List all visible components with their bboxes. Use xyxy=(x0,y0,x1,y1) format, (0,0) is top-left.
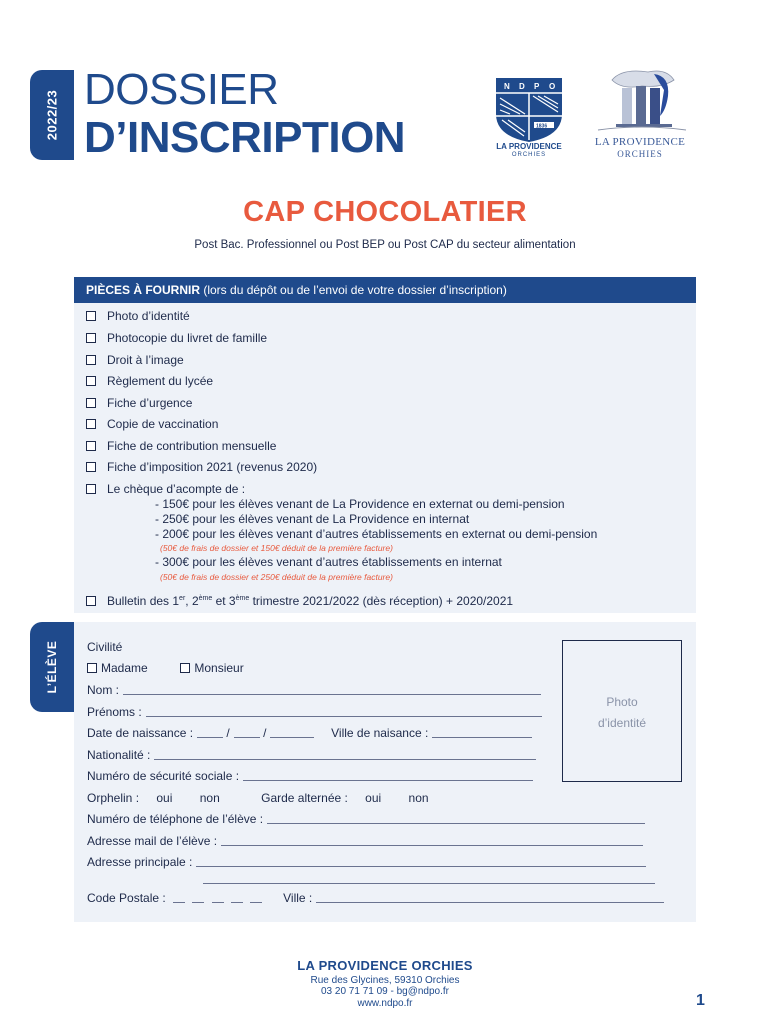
nom-row xyxy=(87,683,541,698)
adresse-label: Adresse principale : xyxy=(87,855,193,869)
cp-digit-1[interactable] xyxy=(173,892,185,903)
adresse-row-2 xyxy=(203,872,655,887)
email-row xyxy=(87,834,643,849)
checklist-item xyxy=(86,396,192,411)
checklist-item-bulletin xyxy=(86,591,513,609)
eleve-tab xyxy=(30,622,74,712)
eleve-tab-label: L’ÉLÈVE xyxy=(45,640,59,694)
monsieur-checkbox[interactable] xyxy=(180,663,190,673)
cheque-line: - 300€ pour les élèves venant d’autres établissements en internat xyxy=(155,555,502,569)
cp-digit-3[interactable] xyxy=(212,892,224,903)
title-line-1: DOSSIER xyxy=(84,65,279,114)
cheque-note: (50€ de frais de dossier et 150€ déduit de la première facture) xyxy=(160,543,393,553)
checklist-item xyxy=(86,353,184,368)
prenoms-row xyxy=(87,705,542,720)
garde-label: Garde alternée : xyxy=(261,791,348,805)
bulletin-part3: et 3 xyxy=(212,594,236,608)
photo-label-1: Photo xyxy=(606,695,638,709)
checkbox[interactable] xyxy=(86,355,96,365)
checklist-label: Photo d’identité xyxy=(107,309,190,323)
telephone-field[interactable] xyxy=(267,813,645,824)
cheque-line: - 250€ pour les élèves venant de La Providence en internat xyxy=(155,512,470,526)
civilite-label: Civilité xyxy=(87,640,123,654)
pieces-header xyxy=(74,277,696,303)
civilite-options xyxy=(87,661,244,676)
nom-label: Nom : xyxy=(87,683,120,697)
checklist-label: Fiche d’imposition 2021 (revenus 2020) xyxy=(107,460,318,474)
ndpo-letter-p: P xyxy=(534,82,540,91)
cheque-line: - 200€ pour les élèves venant d’autres établissements en externat ou demi-pension xyxy=(155,527,598,541)
providence-caption-2: ORCHIES xyxy=(617,149,663,159)
cheque-line: - 150€ pour les élèves venant de La Providence en externat ou demi-pension xyxy=(155,497,565,511)
checkbox[interactable] xyxy=(86,333,96,343)
checklist-item xyxy=(86,309,190,324)
checklist-item xyxy=(86,331,267,346)
garde-non[interactable]: non xyxy=(408,791,429,805)
checklist-item xyxy=(86,417,218,432)
pieces-header-bold: PIÈCES À FOURNIR xyxy=(86,283,201,297)
monsieur-label: Monsieur xyxy=(194,661,244,675)
secu-row xyxy=(87,769,533,784)
bulletin-sup1: er xyxy=(179,595,186,602)
providence-building-logo xyxy=(592,66,692,136)
code-postal-label: Code Postale : xyxy=(87,891,166,905)
checklist-label: Fiche de contribution mensuelle xyxy=(107,439,277,453)
cp-digit-5[interactable] xyxy=(250,892,262,903)
madame-label: Madame xyxy=(101,661,148,675)
naissance-row: Date de naissance : / / Ville de naisance : xyxy=(87,726,532,741)
ville-label: Ville : xyxy=(283,891,313,905)
ndpo-letter-d: D xyxy=(519,82,525,91)
checklist-label: Photocopie du livret de famille xyxy=(107,331,268,345)
bulletin-part1: Bulletin des 1 xyxy=(107,594,180,608)
page-number: 1 xyxy=(696,992,705,1009)
program-title: CAP CHOCOLATIER xyxy=(243,196,527,228)
orphelin-oui[interactable]: oui xyxy=(156,791,173,805)
ndpo-letter-o: O xyxy=(549,82,556,91)
checklist-label: Le chèque d’acompte de : xyxy=(107,482,246,496)
madame-checkbox[interactable] xyxy=(87,663,97,673)
orphelin-non[interactable]: non xyxy=(199,791,220,805)
pieces-header-rest: (lors du dépôt ou de l’envoi de votre dossier d’inscription) xyxy=(200,283,507,297)
adresse-field[interactable] xyxy=(196,856,646,867)
footer-web[interactable]: www.ndpo.fr xyxy=(357,998,413,1009)
secu-label: Numéro de sécurité sociale : xyxy=(87,769,240,783)
checkbox[interactable] xyxy=(86,398,96,408)
prenoms-field[interactable] xyxy=(146,706,542,717)
telephone-label: Numéro de téléphone de l’élève : xyxy=(87,812,264,826)
year-tab xyxy=(30,70,74,160)
ville-naissance-field[interactable] xyxy=(432,727,532,738)
orphelin-label: Orphelin : xyxy=(87,791,140,805)
program-subtitle: Post Bac. Professionnel ou Post BEP ou Post CAP du secteur alimentation xyxy=(194,239,576,251)
garde-oui[interactable]: oui xyxy=(365,791,382,805)
ndpo-caption-2: ORCHIES xyxy=(511,152,547,158)
nationalite-row xyxy=(87,748,536,763)
cp-digit-4[interactable] xyxy=(231,892,243,903)
title-line-2: D’INSCRIPTION xyxy=(84,113,406,162)
photo-label-2: d’identité xyxy=(597,716,647,730)
footer-address: Rue des Glycines, 59310 Orchies xyxy=(310,975,460,986)
providence-caption-1: LA PROVIDENCE xyxy=(594,136,686,148)
checkbox[interactable] xyxy=(86,376,96,386)
secu-field[interactable] xyxy=(243,770,533,781)
checklist-label: Règlement du lycée xyxy=(107,374,214,388)
birth-year-field[interactable] xyxy=(270,727,314,738)
prenoms-label: Prénoms : xyxy=(87,705,142,719)
checkbox[interactable] xyxy=(86,311,96,321)
bulletin-part4: trimestre 2021/2022 (dès réception) + 2020/2021 xyxy=(249,594,514,608)
ville-naissance-label: Ville de naisance : xyxy=(331,726,429,740)
ville-field[interactable] xyxy=(316,892,664,903)
checklist-item xyxy=(86,374,213,389)
checklist-label: Droit à l’image xyxy=(107,353,184,367)
orphelin-row xyxy=(87,791,429,806)
checklist-item xyxy=(86,482,245,497)
checkbox[interactable] xyxy=(86,462,96,472)
bulletin-part2: , 2 xyxy=(185,594,199,608)
checkbox[interactable] xyxy=(86,441,96,451)
checkbox[interactable] xyxy=(86,484,96,494)
checklist-label: Fiche d’urgence xyxy=(107,396,193,410)
checklist-label: Copie de vaccination xyxy=(107,417,219,431)
checklist-item xyxy=(86,460,317,475)
cp-digit-2[interactable] xyxy=(192,892,204,903)
birth-day-field[interactable] xyxy=(197,727,223,738)
bulletin-sup2: ème xyxy=(198,595,213,602)
birth-month-field[interactable] xyxy=(234,727,260,738)
year-label: 2022/23 xyxy=(44,89,60,141)
checklist-item xyxy=(86,439,276,454)
adresse-field-2[interactable] xyxy=(203,873,655,884)
ndpo-caption: LA PROVIDENCE xyxy=(496,142,562,151)
ndpo-year: 1836 xyxy=(536,123,548,130)
email-field[interactable] xyxy=(221,835,643,846)
date-naissance-label: Date de naissance : xyxy=(87,726,194,740)
code-postal-row xyxy=(87,891,664,906)
telephone-row xyxy=(87,812,645,827)
adresse-row xyxy=(87,855,646,870)
ndpo-letter-n: N xyxy=(504,82,510,91)
checkbox[interactable] xyxy=(86,419,96,429)
footer-school-name: LA PROVIDENCE ORCHIES xyxy=(297,958,473,973)
nom-field[interactable] xyxy=(123,684,541,695)
nationalite-field[interactable] xyxy=(154,749,536,760)
nationalite-label: Nationalité : xyxy=(87,748,151,762)
checkbox[interactable] xyxy=(86,596,96,606)
cheque-note: (50€ de frais de dossier et 250€ déduit de la première facture) xyxy=(160,572,393,582)
bulletin-sup3: ème xyxy=(235,595,250,602)
email-label: Adresse mail de l’élève : xyxy=(87,834,218,848)
footer-contact: 03 20 71 71 09 - bg@ndpo.fr xyxy=(320,986,450,997)
photo-placeholder[interactable] xyxy=(562,640,682,782)
